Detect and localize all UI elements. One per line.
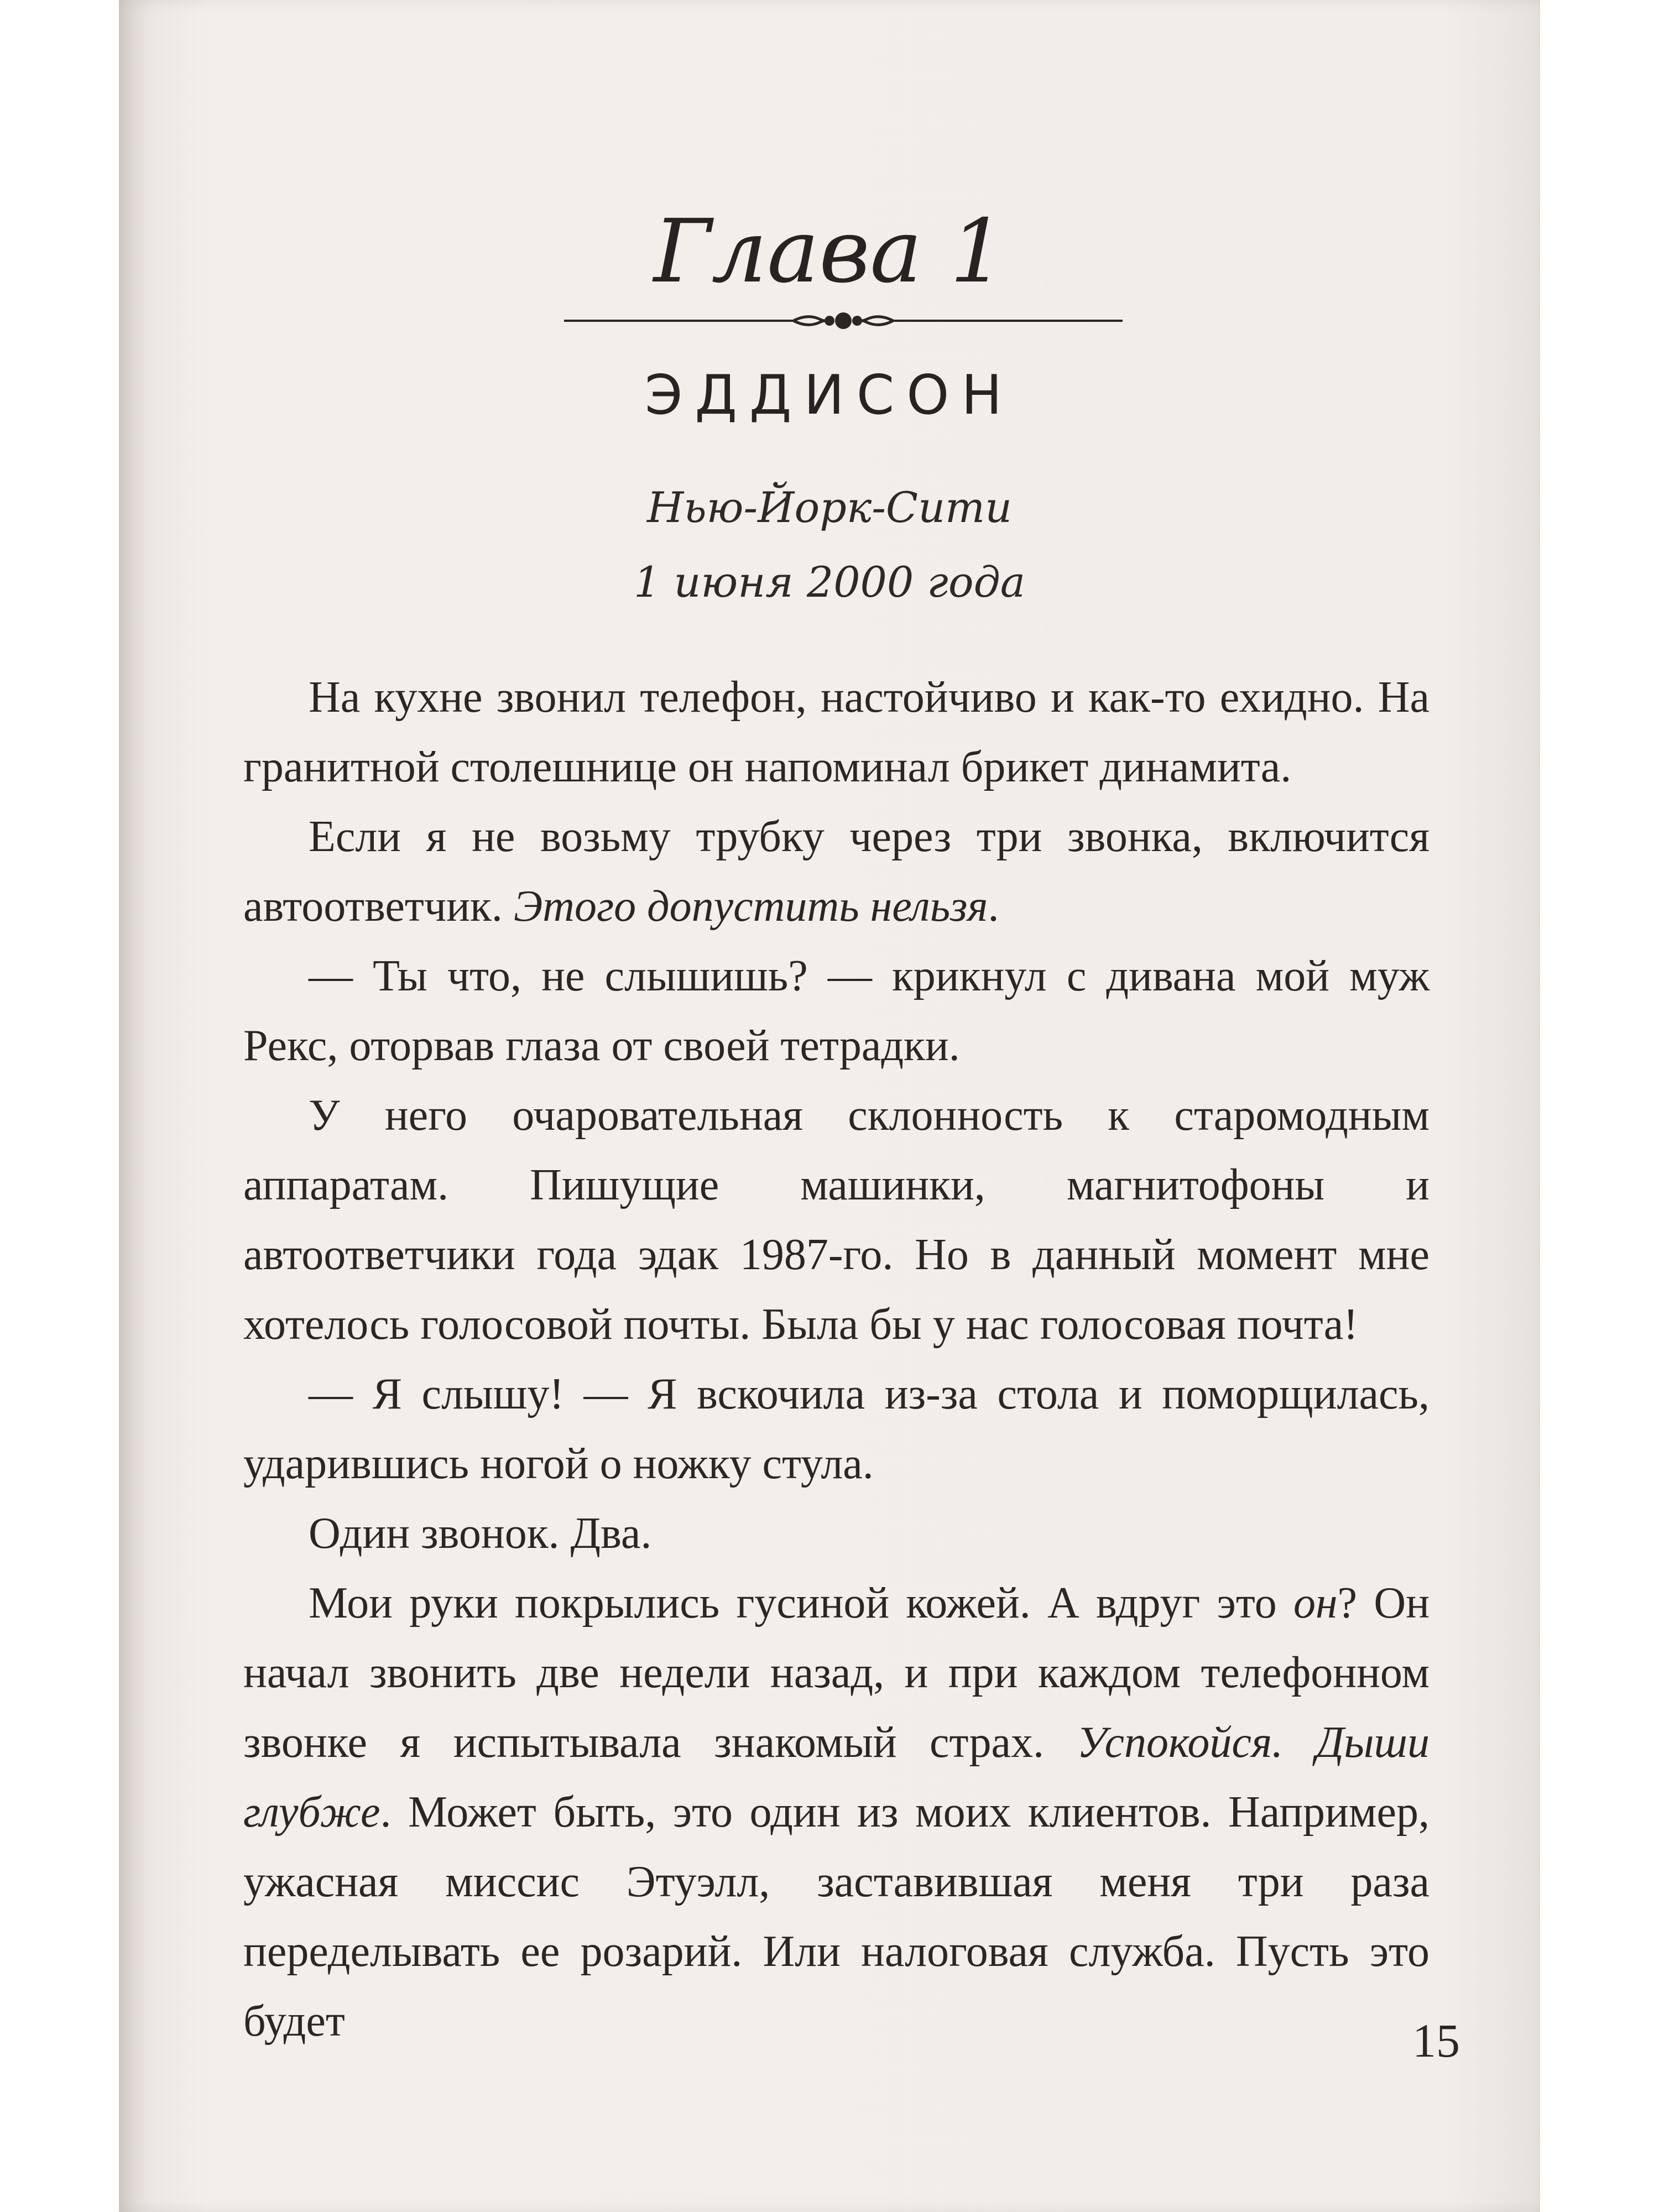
ornament-divider [564,307,1123,335]
paragraph: — Ты что, не слышишь? — крикнул с дивана мой муж Рекс, оторвав глаза от своей тетрадки. [243,952,1430,1070]
body-text [243,662,1430,2056]
paragraph: На кухне звонил телефон, настойчиво и как-то ехидно. На гранитной столешнице он напоминал брикет динамита. [243,673,1430,791]
paragraph: Если я не возьму трубку через три звонка, включится автоответчик. Этого допустить нельзя. [243,812,1430,931]
setting-place: Нью-Йорк-Сити [646,483,1013,532]
narrator-name: ЭДДИСОН [644,364,1015,427]
paragraph: У него очаровательная склонность к старомодным аппаратам. Пишущие машинки, магнитофоны и автоответчики года эдак 1987-го. Но в данный момент мне хотелось голосовой почты. Была бы у нас голосовая почта! [243,1091,1430,1349]
paragraph: Мои руки покрылись гусиной кожей. А вдруг это он? Он начал звонить две недели назад, и при каждом телефонном звонке я испытывала знакомый страх. Успокойся. Дыши глубже. Может быть, это один из моих клиентов. Например, ужасная миссис Этуэлл, заставившая меня три раза переделывать ее розарий. Или налоговая служба. Пусть это будет [243,1579,1430,2046]
chapter-title: Глава 1 [653,201,1006,302]
page-number: 15 [1412,2014,1460,2067]
paragraph: Один звонок. Два. [309,1509,652,1558]
setting-date: 1 июня 2000 года [633,557,1026,607]
paragraph: — Я слышу! — Я вскочила из-за стола и поморщилась, ударившись ногой о ножку стула. [243,1370,1430,1488]
